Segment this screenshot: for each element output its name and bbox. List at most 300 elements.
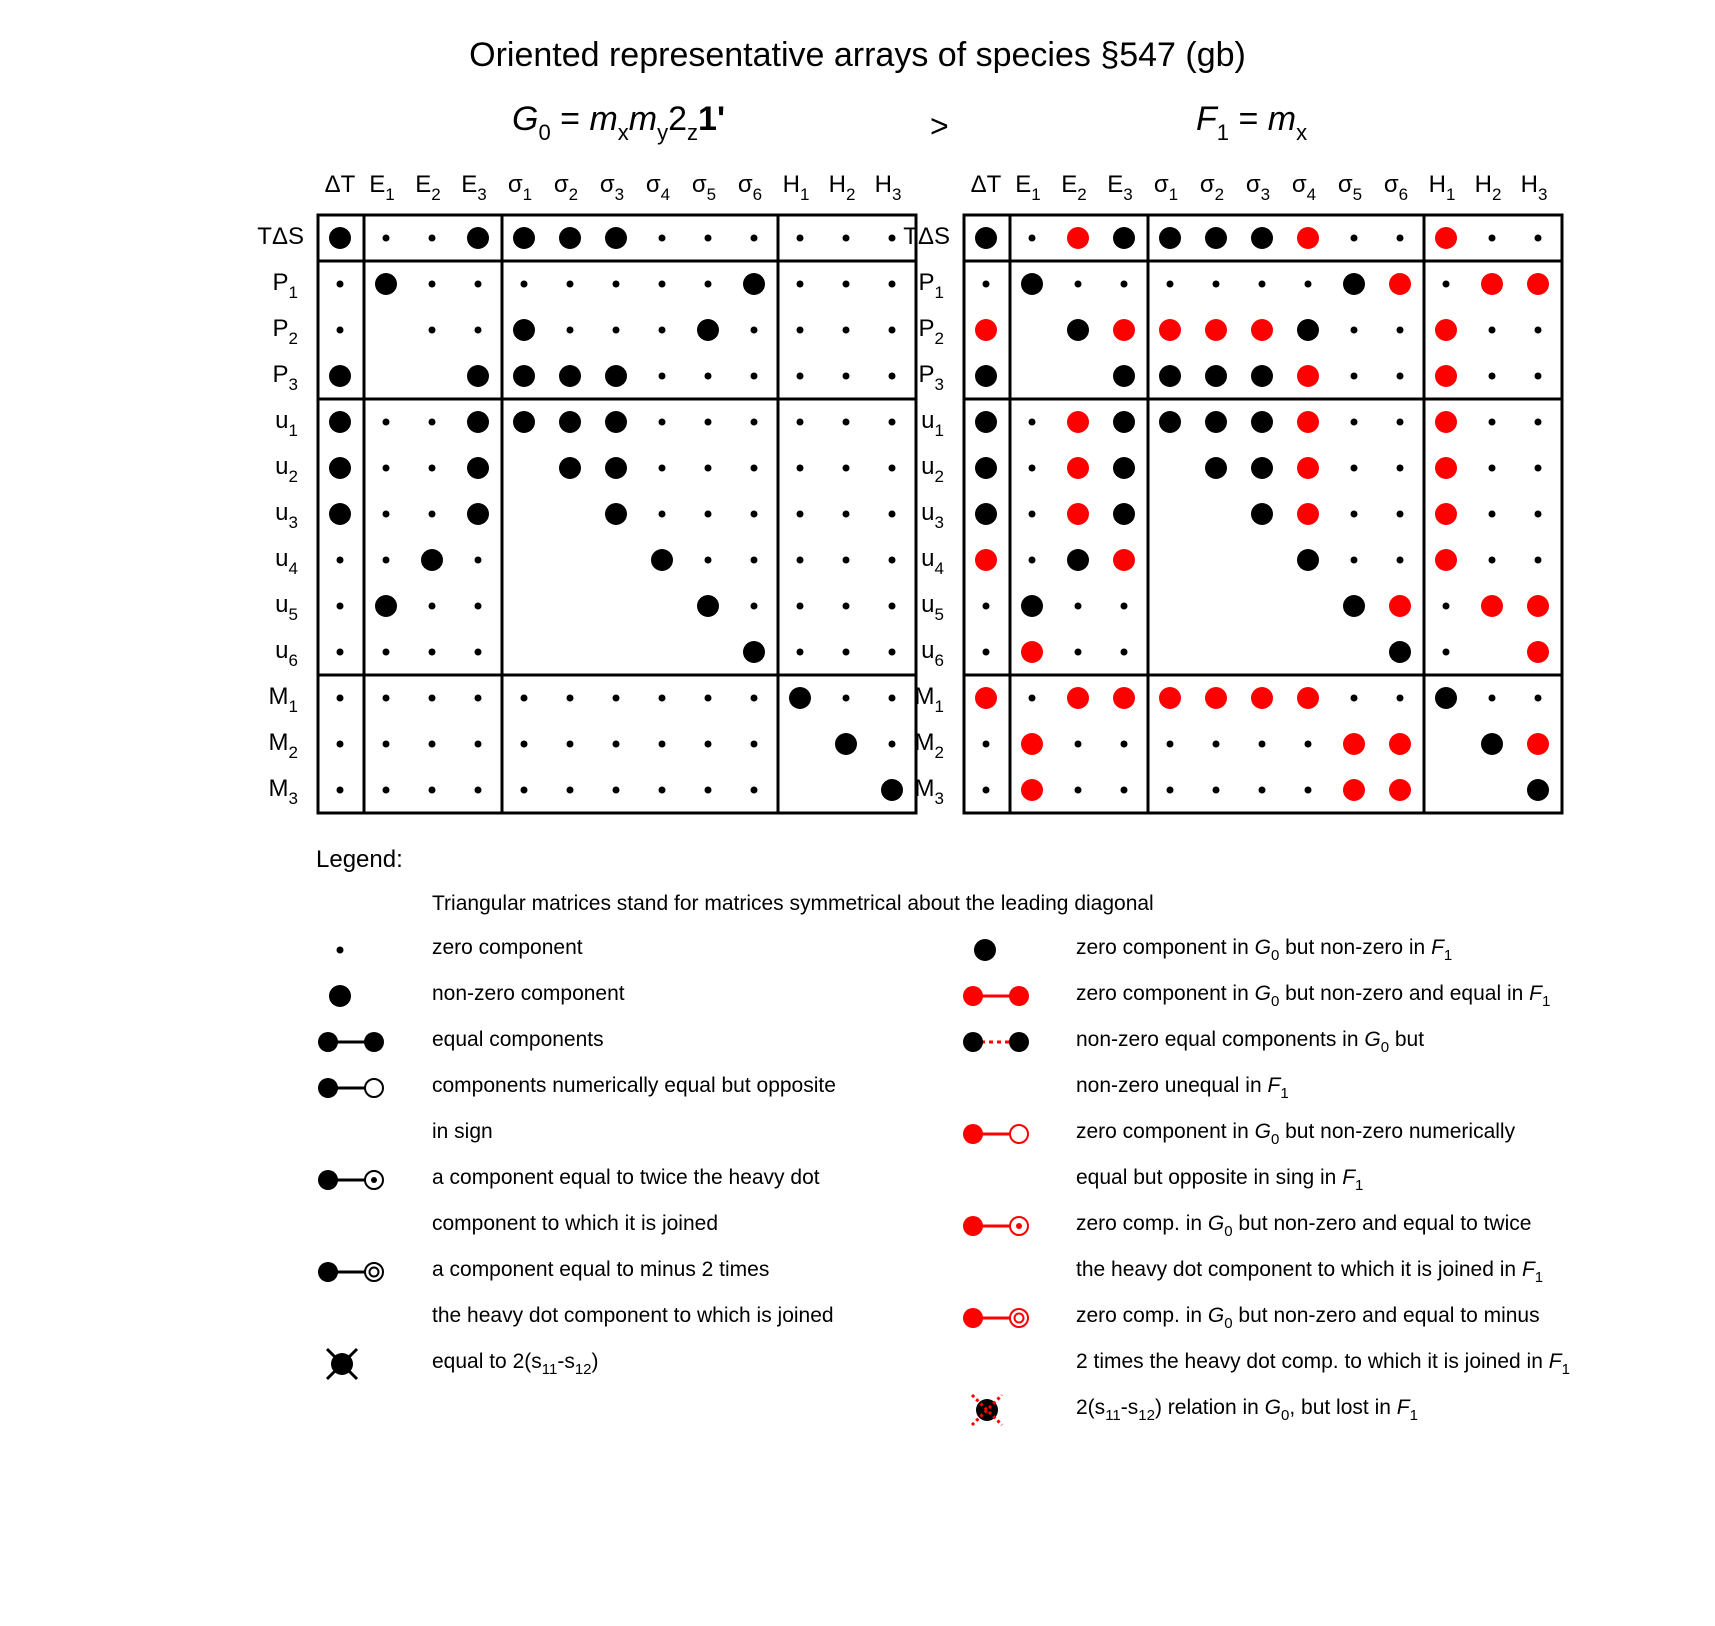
nonzero-component-dot [1159, 227, 1181, 249]
f1-sub: 1 [1216, 120, 1230, 145]
red-component-dot [1297, 687, 1319, 709]
zero-component-dot [751, 327, 758, 334]
f1-col-header: $H_1$ [1428, 171, 1456, 204]
zero-component-dot [659, 695, 666, 702]
zero-component-dot [659, 281, 666, 288]
zero-component-dot [843, 557, 850, 564]
red-component-dot [1481, 273, 1503, 295]
zero-component-dot [751, 419, 758, 426]
legend-link-start [318, 1262, 338, 1282]
zero-component-dot [843, 511, 850, 518]
nonzero-component-dot [1251, 503, 1273, 525]
nonzero-component-dot [1205, 411, 1227, 433]
zero-component-dot [843, 281, 850, 288]
g0-sub: 0 [538, 120, 551, 145]
zero-component-dot [383, 741, 390, 748]
legend-right-item: $2(s_{11}-s_{12})$ relation in $G_0$, but lost in $F_1$ [1076, 1396, 1418, 1424]
zero-component-dot [1397, 511, 1404, 518]
zero-component-dot [429, 419, 436, 426]
f1-col-header: ΔT [970, 171, 1002, 198]
g0-row-header: $u_3$ [275, 499, 298, 532]
g0-row-header: TΔS [257, 223, 304, 250]
zero-component-dot [1351, 373, 1358, 380]
legend-link-end [365, 1263, 383, 1281]
g0-m1: m [589, 100, 618, 138]
legend-right-item: zero component in $G_0$ but non-zero numerically [1076, 1120, 1516, 1148]
zero-component-dot [1259, 741, 1266, 748]
legend-link-center [371, 1177, 377, 1183]
zero-component-dot [429, 281, 436, 288]
red-component-dot [1113, 319, 1135, 341]
red-component-dot [1113, 549, 1135, 571]
zero-component-dot [1351, 327, 1358, 334]
legend-right-item: 2 times the heavy dot comp. to which it is joined in $F_1$ [1076, 1350, 1570, 1378]
zero-component-dot [1167, 281, 1174, 288]
legend-right-item: zero component in $G_0$ but non-zero in $F_1$ [1076, 936, 1453, 964]
legend-link-start [963, 986, 983, 1006]
nonzero-component-dot [1481, 733, 1503, 755]
red-component-dot [1527, 733, 1549, 755]
zero-component-dot [613, 787, 620, 794]
zero-component-dot [889, 373, 896, 380]
zero-component-dot [705, 281, 712, 288]
g0-row-header: $M_1$ [268, 683, 298, 716]
legend-link-start [963, 1216, 983, 1236]
legend-nonzero-dot-icon [329, 985, 351, 1007]
zero-component-dot [659, 465, 666, 472]
f1-eq: = [1229, 100, 1268, 138]
g0-col-header: $\sigma_4$ [645, 171, 671, 204]
zero-component-dot [797, 603, 804, 610]
zero-component-dot [705, 373, 712, 380]
legend-link-end [1009, 986, 1029, 1006]
nonzero-component-dot [1159, 365, 1181, 387]
red-component-dot [1297, 503, 1319, 525]
nonzero-component-dot [1113, 365, 1135, 387]
zero-component-dot [1167, 787, 1174, 794]
red-component-dot [1527, 595, 1549, 617]
zero-component-dot [843, 649, 850, 656]
legend-link-start [318, 1078, 338, 1098]
nonzero-component-dot [975, 411, 997, 433]
zero-component-dot [751, 235, 758, 242]
zero-component-dot [1443, 603, 1450, 610]
red-component-dot [1251, 319, 1273, 341]
zero-component-dot [843, 373, 850, 380]
g0-col-header: $H_1$ [782, 171, 810, 204]
zero-component-dot [889, 419, 896, 426]
nonzero-component-dot [1389, 641, 1411, 663]
legend-left-item: equal components [432, 1028, 604, 1051]
nonzero-component-dot [375, 595, 397, 617]
zero-component-dot [429, 603, 436, 610]
red-component-dot [1297, 411, 1319, 433]
red-component-dot [1481, 595, 1503, 617]
g0-col-header: $H_2$ [828, 171, 856, 204]
zero-component-dot [475, 557, 482, 564]
zero-component-dot [1489, 419, 1496, 426]
zero-component-dot [983, 741, 990, 748]
zero-component-dot [705, 465, 712, 472]
zero-component-dot [475, 327, 482, 334]
zero-component-dot [659, 235, 666, 242]
g0-n: 2 [668, 100, 688, 138]
zero-component-dot [613, 281, 620, 288]
nonzero-component-dot [421, 549, 443, 571]
zero-component-dot [889, 603, 896, 610]
zero-component-dot [613, 327, 620, 334]
zero-component-dot [1351, 235, 1358, 242]
zero-component-dot [1443, 649, 1450, 656]
g0-s2: y [657, 120, 669, 145]
f1-col-header: $\sigma_5$ [1337, 171, 1363, 204]
red-component-dot [1527, 273, 1549, 295]
g0-row-header: $M_2$ [268, 729, 298, 762]
nonzero-component-dot [1251, 457, 1273, 479]
f1-row-header: $u_1$ [921, 407, 944, 440]
f1-row-header: $P_1$ [918, 269, 944, 302]
f1-col-header: $\sigma_3$ [1245, 171, 1271, 204]
zero-component-dot [1397, 465, 1404, 472]
legend-nonzero-dot-icon [974, 939, 996, 961]
legend-left-item: non-zero component [432, 982, 625, 1005]
legend-right-item: zero comp. in $G_0$ but non-zero and equal to minus [1076, 1304, 1540, 1332]
legend-left-item: a component equal to minus 2 times [432, 1258, 770, 1281]
zero-component-dot [705, 235, 712, 242]
nonzero-component-dot [513, 365, 535, 387]
nonzero-component-dot [1113, 457, 1135, 479]
red-component-dot [1067, 457, 1089, 479]
nonzero-component-dot [559, 365, 581, 387]
g0-s1: x [617, 120, 629, 145]
nonzero-component-dot [329, 227, 351, 249]
red-component-dot [1205, 687, 1227, 709]
nonzero-component-dot [1297, 549, 1319, 571]
nonzero-component-dot [975, 365, 997, 387]
f1-row-header: $P_3$ [918, 361, 944, 394]
g0-row-header: $u_5$ [275, 591, 298, 624]
zero-component-dot [843, 327, 850, 334]
legend-link-start [318, 1032, 338, 1052]
nonzero-component-dot [467, 411, 489, 433]
nonzero-component-dot [651, 549, 673, 571]
zero-component-dot [567, 281, 574, 288]
zero-component-dot [1489, 235, 1496, 242]
zero-component-dot [889, 649, 896, 656]
red-component-dot [1251, 687, 1273, 709]
zero-component-dot [475, 695, 482, 702]
nonzero-component-dot [1113, 227, 1135, 249]
zero-component-dot [843, 603, 850, 610]
zero-component-dot [521, 695, 528, 702]
zero-component-dot [1213, 787, 1220, 794]
legend-link-end [1010, 1309, 1028, 1327]
legend-left-item: in sign [432, 1120, 493, 1143]
zero-component-dot [1489, 511, 1496, 518]
zero-component-dot [429, 327, 436, 334]
zero-component-dot [337, 787, 344, 794]
legend-left-item: components numerically equal but opposite [432, 1074, 836, 1097]
red-component-dot [975, 319, 997, 341]
red-component-dot [1159, 319, 1181, 341]
zero-component-dot [337, 603, 344, 610]
red-component-dot [1067, 503, 1089, 525]
f1-row-header: $M_3$ [914, 775, 944, 808]
zero-component-dot [429, 511, 436, 518]
nonzero-component-dot [605, 227, 627, 249]
zero-component-dot [337, 695, 344, 702]
zero-component-dot [521, 281, 528, 288]
nonzero-component-dot [467, 227, 489, 249]
zero-component-dot [797, 557, 804, 564]
zero-component-dot [1397, 327, 1404, 334]
red-component-dot [1297, 227, 1319, 249]
f1-col-header: $\sigma_2$ [1199, 171, 1225, 204]
zero-component-dot [567, 787, 574, 794]
zero-component-dot [1489, 557, 1496, 564]
zero-component-dot [797, 373, 804, 380]
legend-link-end [963, 1032, 983, 1052]
zero-component-dot [889, 741, 896, 748]
zero-component-dot [383, 511, 390, 518]
zero-component-dot [475, 787, 482, 794]
legend-link-start [963, 1124, 983, 1144]
red-component-dot [1435, 503, 1457, 525]
red-component-dot [1389, 779, 1411, 801]
zero-component-dot [1075, 787, 1082, 794]
zero-component-dot [1075, 281, 1082, 288]
legend-link-start [963, 1308, 983, 1328]
zero-component-dot [751, 603, 758, 610]
zero-component-dot [659, 419, 666, 426]
zero-component-dot [1535, 465, 1542, 472]
f1-row-header: $u_2$ [921, 453, 944, 486]
zero-component-dot [843, 465, 850, 472]
g0-row-header: $P_2$ [272, 315, 298, 348]
f1-col-header: $H_3$ [1520, 171, 1548, 204]
legend-left-item: the heavy dot component to which is joined [432, 1304, 834, 1327]
zero-component-dot [1397, 695, 1404, 702]
nonzero-component-dot [1251, 411, 1273, 433]
nonzero-component-dot [1205, 365, 1227, 387]
zero-component-dot [1489, 695, 1496, 702]
zero-component-dot [1121, 787, 1128, 794]
zero-component-dot [383, 465, 390, 472]
zero-component-dot [383, 695, 390, 702]
nonzero-component-dot [835, 733, 857, 755]
nonzero-component-dot [697, 595, 719, 617]
zero-component-dot [705, 511, 712, 518]
zero-component-dot [475, 741, 482, 748]
zero-component-dot [797, 419, 804, 426]
zero-component-dot [889, 327, 896, 334]
f1-row-header: $M_1$ [914, 683, 944, 716]
zero-component-dot [1305, 787, 1312, 794]
f1-symbol: F [1196, 100, 1217, 138]
legend-note: Triangular matrices stand for matrices symmetrical about the leading diagonal [432, 892, 1154, 915]
zero-component-dot [475, 649, 482, 656]
zero-component-dot [383, 557, 390, 564]
zero-component-dot [889, 557, 896, 564]
nonzero-component-dot [975, 457, 997, 479]
red-component-dot [1297, 365, 1319, 387]
f1-row-header: $P_2$ [918, 315, 944, 348]
zero-component-dot [1029, 511, 1036, 518]
zero-component-dot [1121, 649, 1128, 656]
zero-component-dot [1397, 419, 1404, 426]
legend-link-start [318, 1170, 338, 1190]
f1-col-header: $H_2$ [1474, 171, 1502, 204]
red-component-dot [975, 549, 997, 571]
diagram-title: Oriented representative arrays of species §547 (gb) [469, 36, 1246, 74]
nonzero-component-dot [375, 273, 397, 295]
nonzero-component-dot [1527, 779, 1549, 801]
nonzero-component-dot [1435, 687, 1457, 709]
nonzero-component-dot [789, 687, 811, 709]
f1-row-header: TΔS [903, 223, 950, 250]
zero-component-dot [1075, 649, 1082, 656]
zero-component-dot [1535, 695, 1542, 702]
f1-s1: x [1296, 120, 1308, 145]
nonzero-component-dot [1021, 595, 1043, 617]
zero-component-dot [889, 235, 896, 242]
nonzero-component-dot [605, 411, 627, 433]
red-component-dot [1435, 457, 1457, 479]
zero-component-dot [475, 281, 482, 288]
zero-component-dot [705, 695, 712, 702]
zero-component-dot [521, 787, 528, 794]
legend-left-item: a component equal to twice the heavy dot [432, 1166, 820, 1189]
nonzero-component-dot [1159, 411, 1181, 433]
g0-row-header: $u_2$ [275, 453, 298, 486]
zero-component-dot [1397, 557, 1404, 564]
zero-component-dot [983, 603, 990, 610]
zero-component-dot [475, 603, 482, 610]
zero-component-dot [429, 465, 436, 472]
zero-component-dot [383, 419, 390, 426]
zero-component-dot [1351, 511, 1358, 518]
f1-m1: m [1267, 100, 1297, 138]
legend-heading: Legend: [316, 846, 403, 873]
zero-component-dot [983, 649, 990, 656]
zero-component-dot [337, 741, 344, 748]
zero-component-dot [1121, 603, 1128, 610]
zero-component-dot [843, 419, 850, 426]
zero-component-dot [337, 281, 344, 288]
legend-left-item: zero component [432, 936, 583, 959]
zero-component-dot [337, 649, 344, 656]
g0-col-header: $E_1$ [369, 171, 395, 204]
f1-col-header: $\sigma_4$ [1291, 171, 1317, 204]
legend-zero-dot-icon [337, 947, 344, 954]
red-component-dot [1389, 595, 1411, 617]
zero-component-dot [429, 787, 436, 794]
zero-component-dot [567, 327, 574, 334]
f1-row-header: $u_5$ [921, 591, 944, 624]
g0-col-header: $\sigma_3$ [599, 171, 625, 204]
zero-component-dot [383, 649, 390, 656]
zero-component-dot [1535, 511, 1542, 518]
legend-right-item: equal but opposite in sing in $F_1$ [1076, 1166, 1364, 1194]
nonzero-component-dot [1343, 595, 1365, 617]
zero-component-dot [1029, 465, 1036, 472]
zero-component-dot [797, 327, 804, 334]
zero-component-dot [889, 281, 896, 288]
zero-component-dot [1489, 327, 1496, 334]
zero-component-dot [1305, 281, 1312, 288]
zero-component-dot [843, 235, 850, 242]
red-component-dot [1435, 319, 1457, 341]
zero-component-dot [983, 281, 990, 288]
red-component-dot [1435, 365, 1457, 387]
zero-component-dot [1535, 373, 1542, 380]
g0-row-header: $u_4$ [275, 545, 298, 578]
f1-col-header: $E_1$ [1015, 171, 1041, 204]
red-component-dot [1113, 687, 1135, 709]
zero-component-dot [1029, 695, 1036, 702]
nonzero-component-dot [605, 457, 627, 479]
g0-col-header: $H_3$ [874, 171, 902, 204]
zero-component-dot [1259, 787, 1266, 794]
red-component-dot [1435, 227, 1457, 249]
nonzero-component-dot [605, 503, 627, 525]
legend-right-item: zero component in $G_0$ but non-zero and equal in $F_1$ [1076, 982, 1551, 1010]
zero-component-dot [751, 741, 758, 748]
legend-link-end [1010, 1125, 1028, 1143]
f1-col-header: $E_2$ [1061, 171, 1087, 204]
legend-right-item: non-zero equal components in $G_0$ but [1076, 1028, 1425, 1056]
zero-component-dot [659, 787, 666, 794]
zero-component-dot [797, 281, 804, 288]
g0-col-header: ΔT [324, 171, 356, 198]
legend-right-item: non-zero unequal in $F_1$ [1076, 1074, 1289, 1102]
g0-col-header: $\sigma_6$ [737, 171, 763, 204]
f1-col-header: $\sigma_1$ [1153, 171, 1179, 204]
g0-row-header: $M_3$ [268, 775, 298, 808]
zero-component-dot [751, 787, 758, 794]
zero-component-dot [1397, 373, 1404, 380]
nonzero-component-dot [975, 503, 997, 525]
zero-component-dot [705, 741, 712, 748]
g0-col-header: $E_3$ [461, 171, 487, 204]
g0-eq: = [550, 100, 590, 138]
zero-component-dot [889, 511, 896, 518]
g0-row-header: $P_3$ [272, 361, 298, 394]
zero-component-dot [1075, 603, 1082, 610]
zero-component-dot [429, 235, 436, 242]
zero-component-dot [1259, 281, 1266, 288]
group-relation: > [930, 108, 949, 144]
g0-m2: m [628, 100, 658, 138]
g0-symbol: G [512, 100, 539, 138]
zero-component-dot [1351, 695, 1358, 702]
legend-right-item: zero comp. in $G_0$ but non-zero and equal to twice [1076, 1212, 1532, 1240]
red-component-dot [1067, 687, 1089, 709]
nonzero-component-dot [467, 457, 489, 479]
zero-component-dot [1075, 741, 1082, 748]
g0-row-header: $u_1$ [275, 407, 298, 440]
zero-component-dot [705, 787, 712, 794]
zero-component-dot [1489, 373, 1496, 380]
nonzero-component-dot [743, 273, 765, 295]
zero-component-dot [429, 741, 436, 748]
f1-row-header: $M_2$ [914, 729, 944, 762]
zero-component-dot [383, 235, 390, 242]
zero-component-dot [659, 327, 666, 334]
nonzero-component-dot [1251, 365, 1273, 387]
zero-component-dot [705, 557, 712, 564]
zero-component-dot [751, 511, 758, 518]
